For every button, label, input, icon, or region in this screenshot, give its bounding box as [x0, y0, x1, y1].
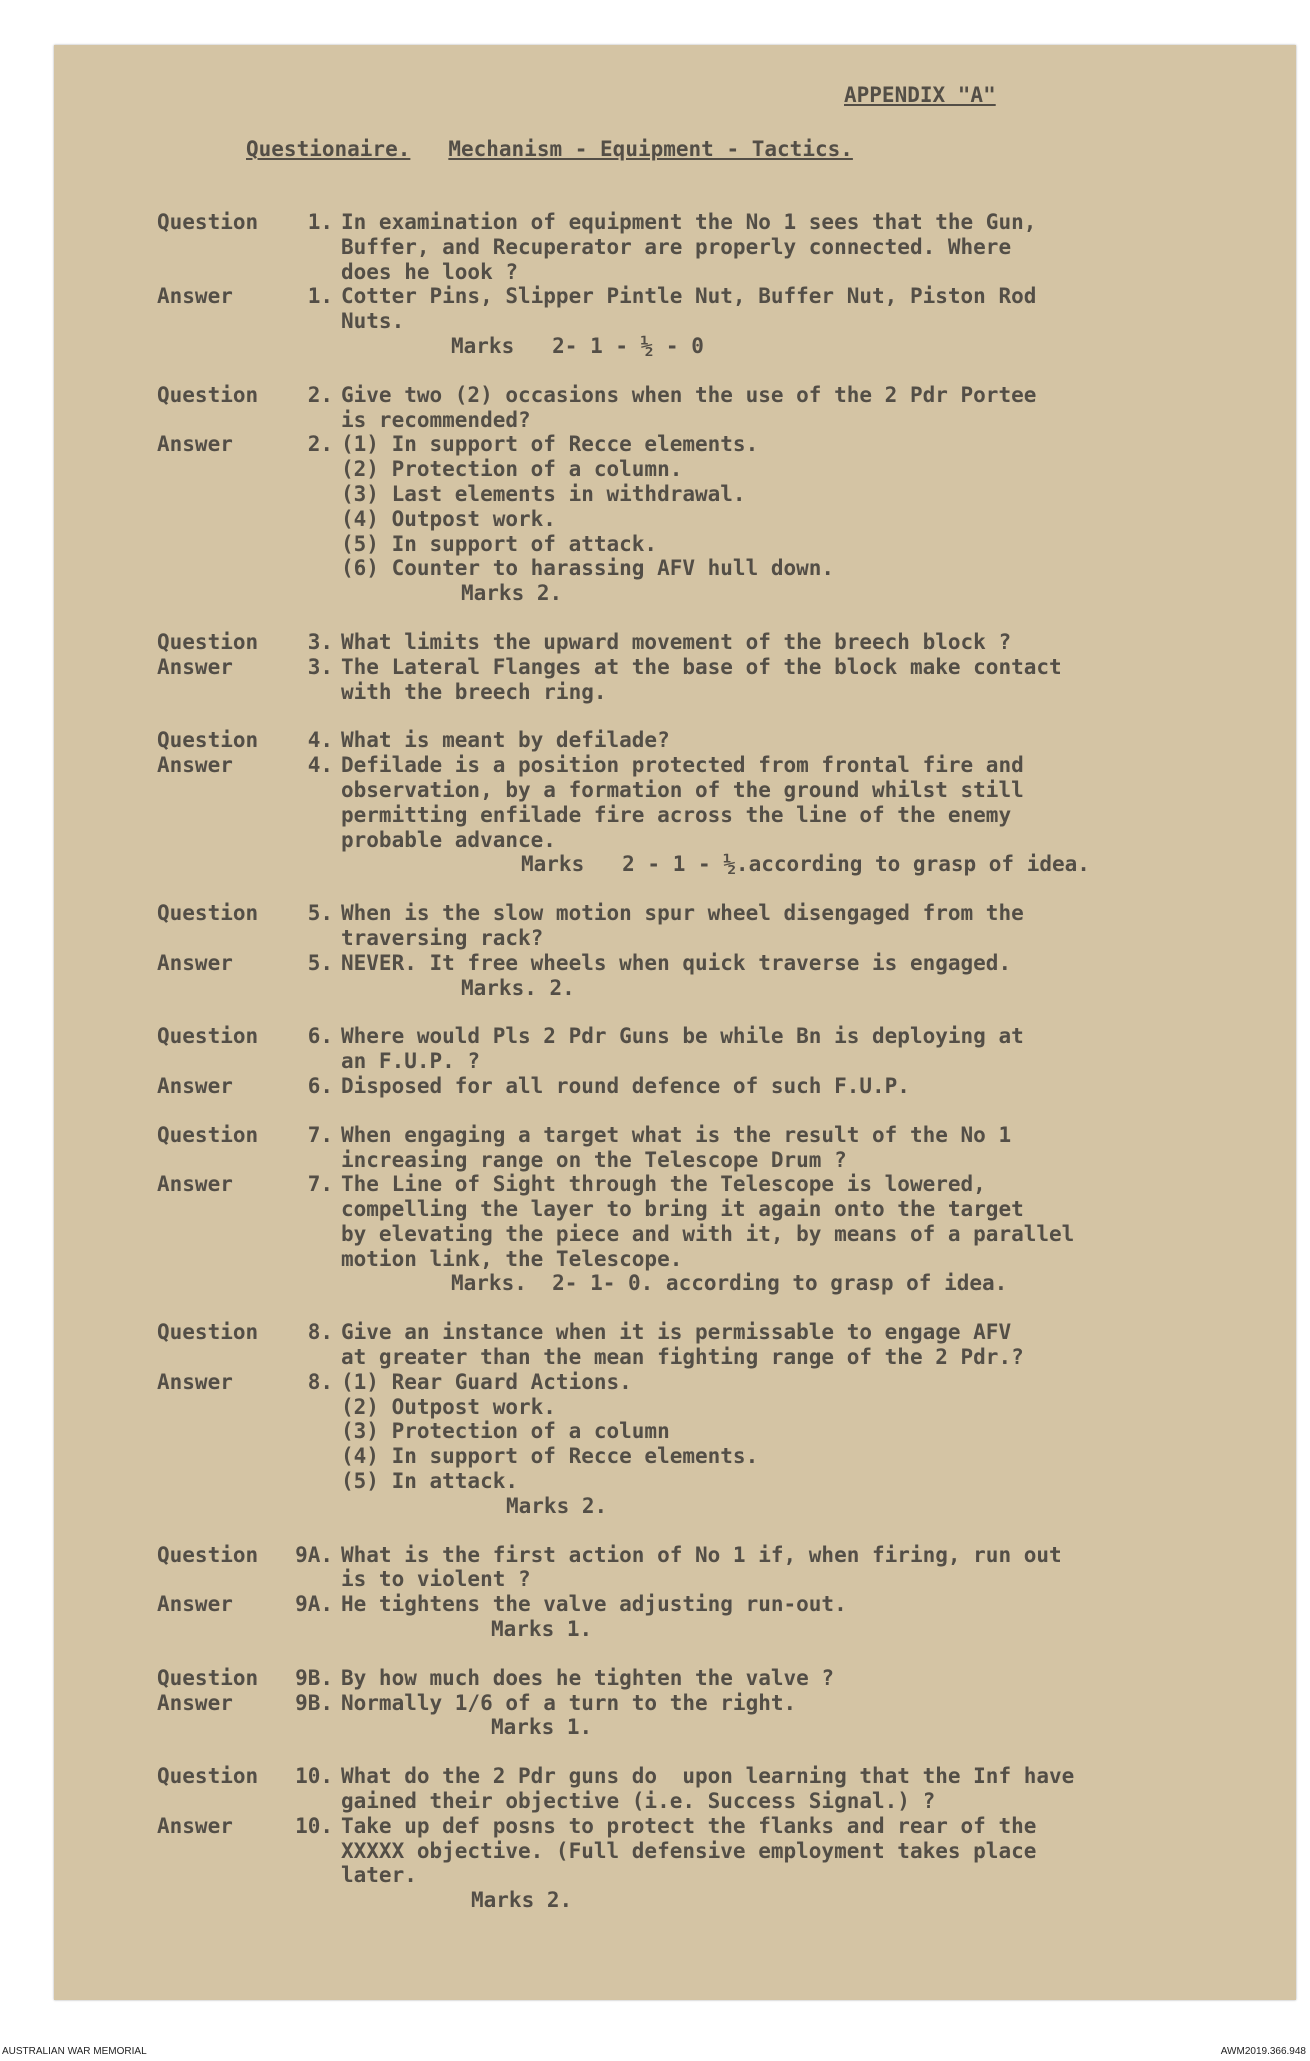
answer-number: 4.	[307, 753, 333, 778]
document-page	[54, 45, 1296, 2000]
question-line: an F.U.P. ?	[341, 1049, 481, 1074]
marks-line: Marks 2.	[506, 1493, 608, 1518]
answer-text	[341, 655, 1277, 705]
question-line: at greater than the mean fighting range of the 2 Pdr.?	[341, 1345, 1024, 1370]
answer-line: He tightens the valve adjusting run-out.	[341, 1592, 847, 1617]
answer-line: Normally 1/6 of a turn to the right.	[341, 1690, 797, 1715]
question-line: What limits the upward movement of the breech block ?	[341, 629, 1012, 654]
answer-number: 7.	[307, 1172, 333, 1197]
appendix-label: APPENDIX "A"	[844, 83, 996, 107]
answer-text	[341, 1370, 1277, 1519]
answer-row	[157, 1691, 1277, 1741]
answer-line: by elevating the piece and with it, by means of a parallel	[341, 1221, 1075, 1246]
answer-row	[157, 432, 1277, 606]
marks-line: Marks 2- 1 - ½ - 0	[451, 333, 704, 358]
question-row	[157, 1543, 1277, 1593]
answer-line: (6) Counter to harassing AFV hull down.	[341, 556, 835, 581]
question-row	[157, 1764, 1277, 1814]
question-line: When is the slow motion spur wheel disengaged from the	[341, 901, 1024, 926]
answer-row	[157, 1172, 1277, 1296]
answer-line: The Lateral Flanges at the base of the block make contact	[341, 654, 1062, 679]
answer-text	[341, 284, 1277, 358]
question-label: Question	[157, 210, 259, 234]
answer-line: (1) Rear Guard Actions.	[341, 1369, 632, 1394]
question-number: 9A.	[295, 1542, 333, 1567]
question-label: Question	[157, 728, 259, 753]
answer-line: later.	[341, 1863, 417, 1888]
answer-line: Take up def posns to protect the flanks and rear of the	[341, 1813, 1037, 1838]
qa-block	[157, 728, 1277, 877]
footer-source: AUSTRALIAN WAR MEMORIAL	[2, 2046, 147, 2057]
answer-line: (4) In support of Recce elements.	[341, 1444, 759, 1469]
answer-text	[341, 432, 1277, 606]
qa-block	[157, 901, 1277, 1000]
answer-line: permitting enfilade fire across the line of the enemy	[341, 802, 1012, 827]
question-line: Where would Pls 2 Pdr Guns be while Bn is deploying at	[341, 1024, 1024, 1049]
answer-line: (5) In attack.	[341, 1469, 519, 1494]
qa-block	[157, 1764, 1277, 1913]
question-label: Question	[157, 1122, 259, 1147]
marks-line: Marks 2 - 1 - ½.according to grasp of idea.	[521, 852, 1090, 877]
question-row	[157, 1320, 1277, 1370]
question-line: traversing rack?	[341, 925, 544, 950]
qa-block	[157, 1123, 1277, 1297]
question-row	[157, 630, 1277, 655]
answer-text	[341, 1814, 1277, 1913]
qa-block	[157, 210, 1277, 359]
answer-line: Nuts.	[341, 309, 405, 334]
answer-label: Answer	[157, 654, 233, 679]
heading-subject: Mechanism - Equipment - Tactics.	[448, 137, 853, 161]
answer-label: Answer	[157, 432, 233, 457]
answer-label: Answer	[157, 950, 233, 975]
answer-line: (1) In support of Recce elements.	[341, 432, 759, 457]
answer-line: Disposed for all round defence of such F.U.P.	[341, 1073, 910, 1098]
answer-number: 8.	[307, 1369, 333, 1394]
answer-label: Answer	[157, 1172, 233, 1197]
question-label: Question	[157, 629, 259, 654]
qa-block	[157, 1320, 1277, 1518]
answer-row	[157, 951, 1277, 1001]
answer-number: 10.	[295, 1813, 333, 1838]
answer-label: Answer	[157, 1369, 233, 1394]
answer-text	[341, 1691, 1277, 1741]
answer-line: XXXXX objective. (Full defensive employment takes place	[341, 1838, 1037, 1863]
answer-row	[157, 1370, 1277, 1519]
marks-line: Marks 1.	[491, 1715, 593, 1740]
question-answer-list	[157, 210, 1277, 1937]
answer-label: Answer	[157, 1592, 233, 1617]
question-row	[157, 1666, 1277, 1691]
question-label: Question	[157, 382, 259, 407]
answer-line: motion link, the Telescope.	[341, 1246, 683, 1271]
answer-line: NEVER. It free wheels when quick traverse is engaged.	[341, 950, 1012, 975]
question-line: Give an instance when it is permissable to engage AFV	[341, 1320, 1012, 1345]
answer-number: 2.	[307, 432, 333, 457]
question-number: 10.	[295, 1764, 333, 1789]
marks-line: Marks. 2- 1- 0. according to grasp of idea.	[451, 1271, 1008, 1296]
answer-text	[341, 1592, 1277, 1642]
question-label: Question	[157, 1764, 259, 1789]
question-line: Buffer, and Recuperator are properly connected. Where	[341, 234, 1012, 259]
answer-row	[157, 655, 1277, 705]
qa-block	[157, 383, 1277, 606]
question-number: 5.	[307, 901, 333, 926]
question-text	[341, 728, 1277, 753]
question-number: 8.	[307, 1320, 333, 1345]
answer-line: observation, by a formation of the ground whilst still	[341, 777, 1024, 802]
qa-block	[157, 630, 1277, 704]
answer-row	[157, 1074, 1277, 1099]
question-line: In examination of equipment the No 1 sees that the Gun,	[341, 210, 1037, 234]
question-label: Question	[157, 1542, 259, 1567]
answer-line: (2) Protection of a column.	[341, 457, 683, 482]
answer-number: 3.	[307, 654, 333, 679]
question-number: 1.	[307, 210, 333, 234]
answer-number: 1.	[307, 284, 333, 309]
answer-label: Answer	[157, 1813, 233, 1838]
question-number: 4.	[307, 728, 333, 753]
question-number: 9B.	[295, 1665, 333, 1690]
question-row	[157, 901, 1277, 951]
qa-block	[157, 1543, 1277, 1642]
answer-line: with the breech ring.	[341, 679, 607, 704]
heading-questionaire: Questionaire.	[246, 137, 411, 161]
answer-row	[157, 1814, 1277, 1913]
question-text	[341, 1543, 1277, 1593]
answer-line: (4) Outpost work.	[341, 506, 556, 531]
question-label: Question	[157, 1320, 259, 1345]
answer-line: (3) Last elements in withdrawal.	[341, 481, 746, 506]
answer-line: (2) Outpost work.	[341, 1394, 556, 1419]
question-row	[157, 1123, 1277, 1173]
qa-block	[157, 1024, 1277, 1098]
question-text	[341, 1666, 1277, 1691]
question-line: What is the first action of No 1 if, when firing, run out	[341, 1542, 1062, 1567]
marks-line: Marks. 2.	[461, 975, 575, 1000]
question-line: By how much does he tighten the valve ?	[341, 1665, 835, 1690]
answer-label: Answer	[157, 753, 233, 778]
answer-number: 9A.	[295, 1592, 333, 1617]
marks-line: Marks 2.	[471, 1888, 573, 1913]
answer-line: The Line of Sight through the Telescope is lowered,	[341, 1172, 986, 1197]
answer-row	[157, 284, 1277, 358]
question-text	[341, 630, 1277, 655]
question-line: Give two (2) occasions when the use of the 2 Pdr Portee	[341, 382, 1037, 407]
question-line: What do the 2 Pdr guns do upon learning that the Inf have	[341, 1764, 1075, 1789]
answer-text	[341, 1172, 1277, 1296]
question-text	[341, 1024, 1277, 1074]
question-line: is recommended?	[341, 407, 531, 432]
answer-text	[341, 1074, 1277, 1099]
answer-number: 6.	[307, 1073, 333, 1098]
answer-line: Defilade is a position protected from frontal fire and	[341, 753, 1024, 778]
answer-line: probable advance.	[341, 827, 556, 852]
answer-label: Answer	[157, 1073, 233, 1098]
document-heading	[246, 137, 853, 161]
question-line: What is meant by defilade?	[341, 728, 670, 753]
question-number: 2.	[307, 382, 333, 407]
question-label: Question	[157, 1665, 259, 1690]
question-text	[341, 383, 1277, 433]
question-text	[341, 1123, 1277, 1173]
question-text	[341, 1320, 1277, 1370]
question-text	[341, 1764, 1277, 1814]
question-label: Question	[157, 901, 259, 926]
answer-line: (3) Protection of a column	[341, 1419, 670, 1444]
marks-line: Marks 1.	[491, 1617, 593, 1642]
question-line: increasing range on the Telescope Drum ?	[341, 1147, 847, 1172]
answer-text	[341, 753, 1277, 877]
question-row	[157, 383, 1277, 433]
question-line: gained their objective (i.e. Success Signal.) ?	[341, 1789, 936, 1814]
question-row	[157, 210, 1277, 284]
question-text	[341, 210, 1277, 284]
answer-line: compelling the layer to bring it again onto the target	[341, 1197, 1024, 1222]
question-number: 6.	[307, 1024, 333, 1049]
question-line: is to violent ?	[341, 1567, 531, 1592]
answer-text	[341, 951, 1277, 1001]
question-line: does he look ?	[341, 259, 519, 284]
answer-row	[157, 753, 1277, 877]
marks-line: Marks 2.	[461, 581, 563, 606]
qa-block	[157, 1666, 1277, 1740]
footer-catalogue-id: AWM2019.366.948	[1220, 2046, 1306, 2057]
answer-number: 9B.	[295, 1690, 333, 1715]
question-number: 3.	[307, 629, 333, 654]
answer-row	[157, 1592, 1277, 1642]
question-label: Question	[157, 1024, 259, 1049]
question-row	[157, 728, 1277, 753]
question-row	[157, 1024, 1277, 1074]
answer-line: Cotter Pins, Slipper Pintle Nut, Buffer Nut, Piston Rod	[341, 284, 1037, 309]
question-text	[341, 901, 1277, 951]
answer-label: Answer	[157, 1690, 233, 1715]
question-number: 7.	[307, 1122, 333, 1147]
answer-line: (5) In support of attack.	[341, 531, 658, 556]
question-line: When engaging a target what is the result of the No 1	[341, 1122, 1012, 1147]
answer-label: Answer	[157, 284, 233, 309]
answer-number: 5.	[307, 950, 333, 975]
